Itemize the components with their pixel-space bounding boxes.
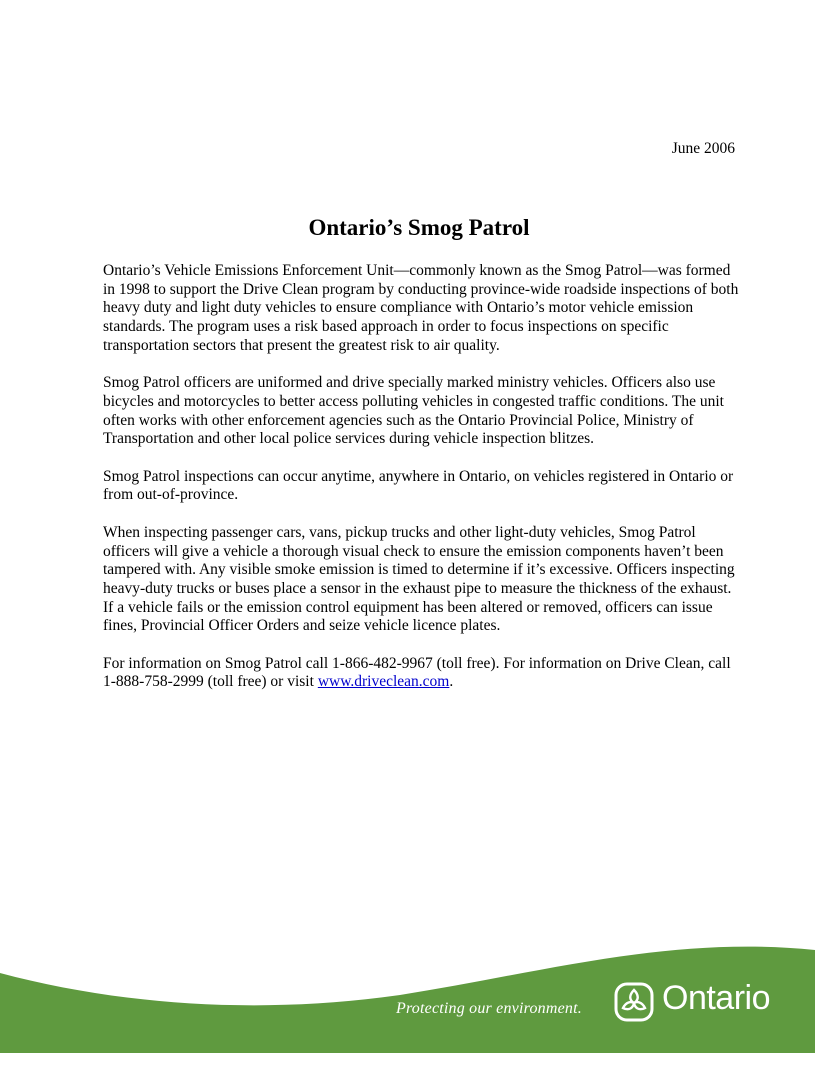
paragraph-2: Smog Patrol officers are uniformed and drive specially marked ministry vehicles. Officers also use bicycles and motorcycles to better access polluting vehicles in congested traffic conditions. The unit often works with other enforcement agencies such as the Ontario Provincial Police, Ministry of Transportation and other local police services during vehicle inspection blitzes. bbox=[103, 374, 724, 448]
contact-text: For information on Smog Patrol call 1-866-482-9967 (toll free). For information on Drive Clean, call 1-888-758-2999 (toll free) or visit bbox=[103, 654, 731, 691]
paragraph-3: Smog Patrol inspections can occur anytime, anywhere in Ontario, on vehicles registered in Ontario or from out-of-province. bbox=[103, 467, 734, 504]
document-title: Ontario’s Smog Patrol bbox=[308, 215, 530, 240]
ontario-trillium-icon bbox=[614, 982, 654, 1022]
driveclean-link[interactable]: www.driveclean.com bbox=[317, 673, 450, 691]
paragraph-1: Ontario’s Vehicle Emissions Enforcement Unit—commonly known as the Smog Patrol—was formed in 1998 to support the Drive Clean program by conducting province-wide roadside inspections of both heavy duty and light duty vehicles to ensure compliance with Ontario’s motor vehicle emission standards. The program uses a risk based approach in order to focus inspections on specific transportation sectors that present the greatest risk to air quality. bbox=[103, 262, 739, 354]
ontario-logo-wordmark: Ontario bbox=[662, 979, 770, 1017]
contact-end: . bbox=[449, 673, 454, 691]
contact-paragraph bbox=[103, 655, 743, 692]
footer-tagline: Protecting our environment. bbox=[396, 1000, 582, 1017]
paragraph-4: When inspecting passenger cars, vans, pickup trucks and other light-duty vehicles, Smog Patrol officers will give a vehicle a thorough visual check to ensure the emission components haven’t been tampered with. Any visible smoke emission is timed to determine if it’s excessive. Officers inspecting heavy-duty trucks or buses place a sensor in the exhaust pipe to measure the thickness of the exhaust. If a vehicle fails or the emission control equipment has been altered or removed, officers can issue fines, Provincial Officer Orders and seize vehicle licence plates. bbox=[103, 523, 735, 635]
document-body bbox=[103, 262, 743, 711]
document-date: June 2006 bbox=[671, 140, 735, 157]
